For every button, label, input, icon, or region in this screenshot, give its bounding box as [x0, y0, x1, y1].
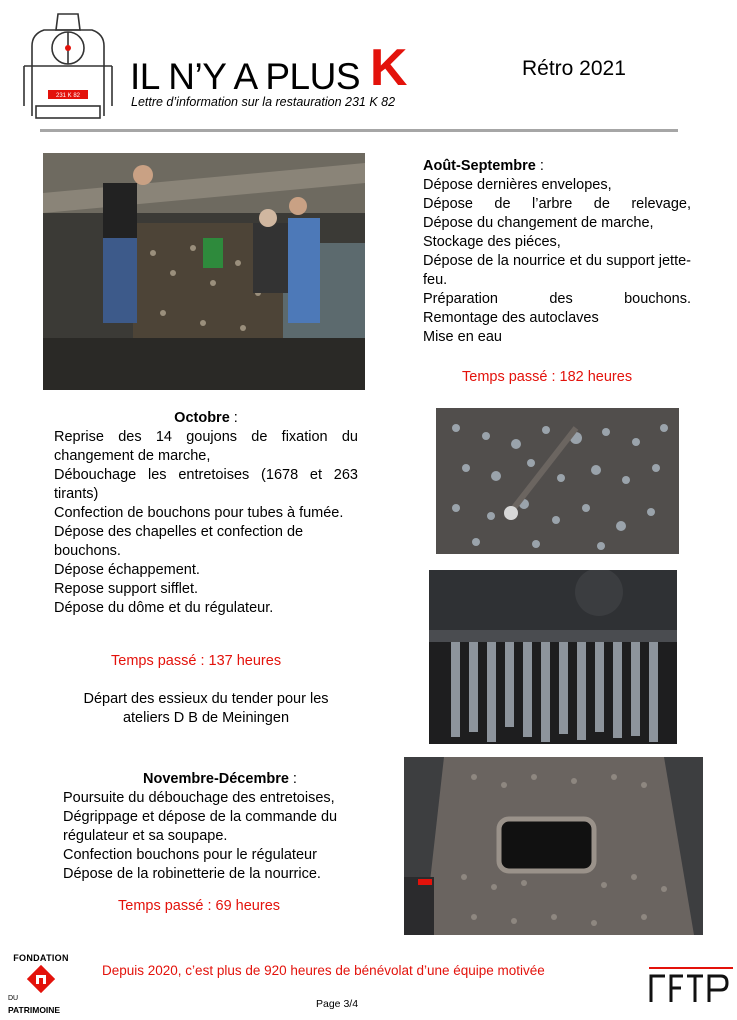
- heading-aout-septembre: Août-Septembre: [423, 158, 536, 174]
- line-as-4: Dépose de la nourrice et du support jette-feu.: [423, 253, 691, 288]
- fondation-line2: DU: [8, 995, 19, 1002]
- edition-label: Rétro 2021: [522, 57, 626, 80]
- section-octobre: [54, 409, 358, 618]
- cftp-logo: [647, 962, 735, 1008]
- time-novembre-decembre: Temps passé : 69 heures: [118, 898, 281, 914]
- line-oct-5: Repose support sifflet.: [54, 581, 199, 597]
- line-oct-3: Dépose des chapelles et confection de bouchons.: [54, 524, 304, 559]
- volunteer-message: Depuis 2020, c’est plus de 920 heures de bénévolat d’une équipe motivée: [102, 963, 545, 978]
- line-as-1: Dépose de l’arbre de relevage,: [423, 196, 691, 212]
- line-oct-1: Débouchage les entretoises (1678 et 263 tirants): [54, 467, 358, 502]
- fondation-line1: FONDATION: [13, 953, 69, 963]
- line-oct-0: Reprise des 14 goujons de fixation du changement de marche,: [54, 429, 358, 464]
- line-nd-0: Poursuite du débouchage des entretoises, Dégrippage et dépose de la commande du régulateur et sa soupape.: [63, 790, 338, 844]
- time-aout-septembre: Temps passé : 182 heures: [462, 369, 633, 385]
- newsletter-subtitle: Lettre d’information sur la restauration 231 K 82: [131, 95, 396, 109]
- heading-octobre: Octobre: [174, 410, 230, 426]
- photo-regulator-pipes: [429, 570, 677, 744]
- heading-colon: :: [288, 771, 297, 787]
- page-number: Page 3/4: [316, 998, 359, 1010]
- section-aout-septembre: [423, 157, 691, 347]
- photo-firebox-stays: [436, 408, 679, 554]
- heading-novembre-decembre: Novembre-Décembre: [143, 771, 289, 787]
- page-title: [130, 39, 407, 102]
- title-k: K: [369, 39, 407, 97]
- line-as-7: Mise en eau: [423, 329, 502, 345]
- line-nd-2: Dépose de la robinetterie de la nourrice.: [63, 866, 321, 882]
- title-main: IL N’Y A PLUS: [130, 56, 370, 97]
- line-oct-2: Confection de bouchons pour tubes à fumée.: [54, 505, 344, 521]
- line-as-5: Préparation des bouchons.: [423, 291, 691, 307]
- photo-firebox-door: [404, 757, 703, 935]
- line-as-0: Dépose dernières envelopes,: [423, 177, 612, 193]
- fondation-patrimoine-logo: [8, 953, 74, 1017]
- heading-colon: :: [535, 158, 544, 174]
- header-divider: [40, 129, 678, 132]
- fondation-line3: PATRIMOINE: [8, 1005, 61, 1015]
- time-octobre: Temps passé : 137 heures: [111, 653, 282, 669]
- logo-plate: 231 K 82: [55, 93, 81, 99]
- line-oct-4: Dépose échappement.: [54, 562, 200, 578]
- line-nd-1: Confection bouchons pour le régulateur: [63, 847, 317, 863]
- line-as-6: Remontage des autoclaves: [423, 310, 599, 326]
- photo-workers-on-boiler: [43, 153, 365, 390]
- departure-note: Départ des essieux du tender pour les ateliers D B de Meiningen: [83, 691, 329, 726]
- line-oct-6: Dépose du dôme et du régulateur.: [54, 600, 274, 616]
- locomotive-logo: [20, 6, 116, 124]
- section-novembre-decembre: [63, 770, 357, 884]
- patrimoine-emblem-icon: [27, 965, 55, 993]
- line-as-3: Stockage des piéces,: [423, 234, 561, 250]
- line-as-2: Dépose du changement de marche,: [423, 215, 654, 231]
- heading-colon: :: [229, 410, 238, 426]
